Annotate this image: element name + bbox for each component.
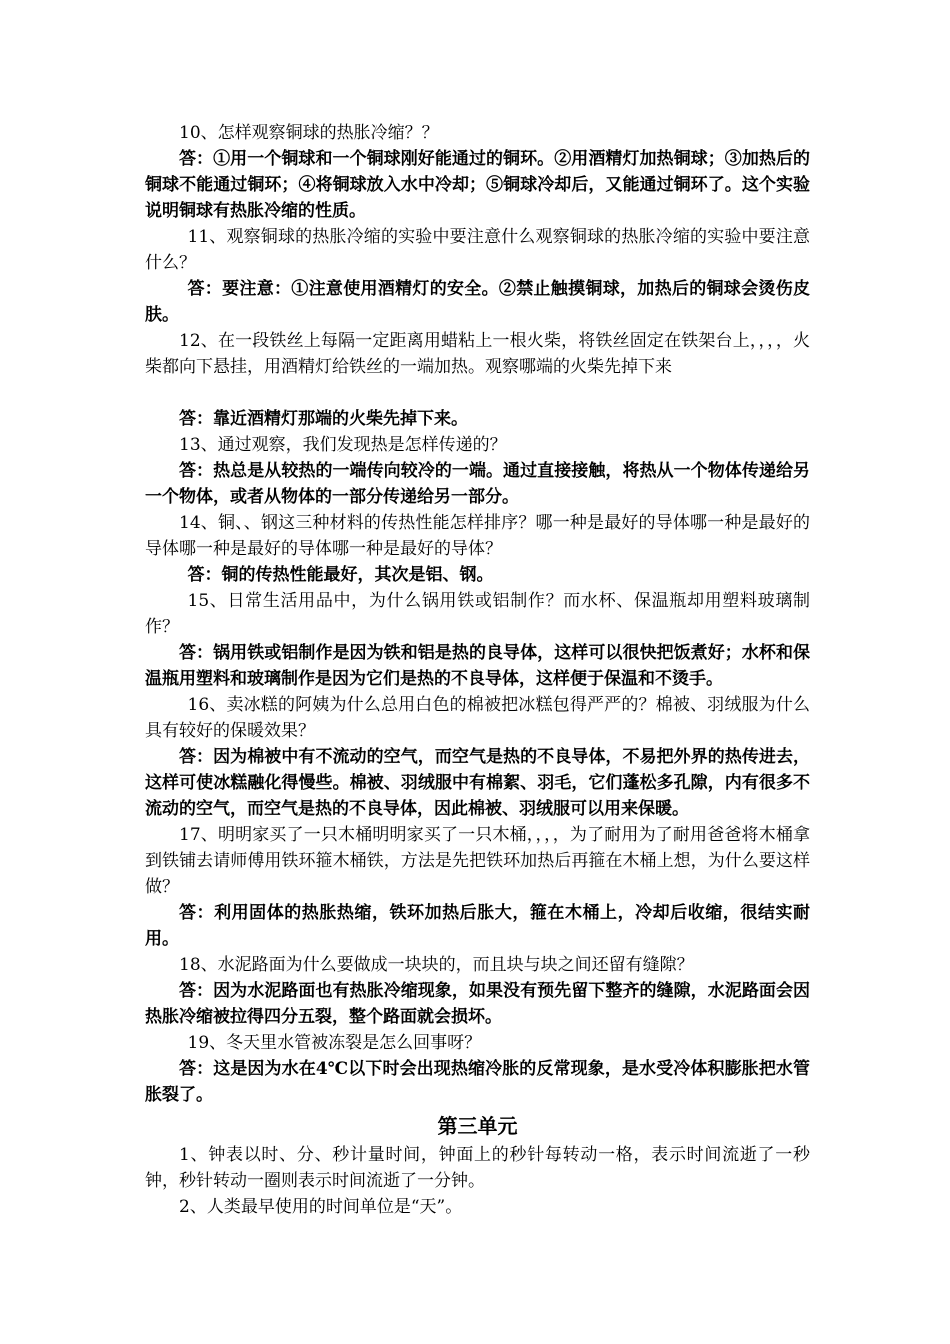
- answer-15: 答：锅用铁或铝制作是因为铁和铝是热的良导体，这样可以很快把饭煮好；水杯和保温瓶用塑料和玻璃制作是因为它们是热的不良导体，这样便于保温和不烫手。: [145, 643, 810, 689]
- answer-13: 答：热总是从较热的一端传向较冷的一端。通过直接接触，将热从一个物体传递给另一个物体，或者从物体的一部分传递给另一部分。: [145, 461, 810, 507]
- question-13: 13、通过观察，我们发现热是怎样传递的？: [179, 435, 507, 455]
- answer-11: 答：要注意：①注意使用酒精灯的安全。②禁止触摸铜球，加热后的铜球会烫伤皮肤。: [145, 279, 810, 325]
- question-14: 14、铜、、钢这三种材料的传热性能怎样排序？哪一种是最好的导体哪一种是最好的导体哪一种是最好的导体哪一种是最好的导体？: [145, 513, 810, 559]
- answer-10: 答：①用一个铜球和一个铜球刚好能通过的铜环。②用酒精灯加热铜球；③加热后的铜球不能通过铜环；④将铜球放入水中冷却；⑤铜球冷却后，又能通过铜环了。这个实验说明铜球有热胀冷缩的性质。: [145, 149, 810, 221]
- question-16: 16、卖冰糕的阿姨为什么总用白色的棉被把冰糕包得严严的？棉被、羽绒服为什么具有较好的保暖效果？: [145, 695, 810, 741]
- question-15: 15、日常生活用品中，为什么锅用铁或铝制作？而水杯、保温瓶却用塑料玻璃制作？: [145, 591, 810, 637]
- section-line-2: 2、人类最早使用的时间单位是“天”。: [179, 1197, 463, 1217]
- answer-16: 答：因为棉被中有不流动的空气，而空气是热的不良导体，不易把外界的热传进去，这样可使冰糕融化得慢些。棉被、羽绒服中有棉絮、羽毛，它们蓬松多孔隙，内有很多不流动的空气，而空气是热的不良导体，因此棉被、羽绒服可以用来保暖。: [145, 747, 810, 819]
- question-11: 11、观察铜球的热胀冷缩的实验中要注意什么观察铜球的热胀冷缩的实验中要注意什么？: [145, 227, 810, 273]
- section-title: 第三单元: [437, 1114, 518, 1138]
- answer-17: 答：利用固体的热胀热缩，铁环加热后胀大，箍在木桶上，冷却后收缩，很结实耐用。: [145, 903, 810, 949]
- answer-14: 答：铜的传热性能最好，其次是铝、钢。: [187, 565, 494, 585]
- question-19: 19、冬天里水管被冻裂是怎么回事呀？: [187, 1033, 482, 1053]
- question-10: 10、怎样观察铜球的热胀冷缩？？: [179, 123, 439, 143]
- answer-12: 答：靠近酒精灯那端的火柴先掉下来。: [179, 409, 468, 429]
- question-18: 18、水泥路面为什么要做成一块块的，而且块与块之间还留有缝隙？: [179, 955, 694, 975]
- answer-19: 答：这是因为水在4℃以下时会出现热缩冷胀的反常现象，是水受冷体积膨胀把水管胀裂了。: [145, 1059, 810, 1105]
- section-line-1: 1、钟表以时、分、秒计量时间，钟面上的秒针每转动一格，表示时间流逝了一秒钟，秒针转动一圈则表示时间流逝了一分钟。: [145, 1145, 810, 1191]
- document-page: [145, 120, 810, 1220]
- question-17: 17、明明家买了一只木桶明明家买了一只木桶，，，，为了耐用为了耐用爸爸将木桶拿到铁铺去请师傅用铁环箍木桶铁，方法是先把铁环加热后再箍在木桶上想，为什么要这样做？: [145, 825, 810, 897]
- answer-18: 答：因为水泥路面也有热胀冷缩现象，如果没有预先留下整齐的缝隙，水泥路面会因热胀冷缩被拉得四分五裂，整个路面就会损坏。: [145, 981, 810, 1027]
- question-12: 12、在一段铁丝上每隔一定距离用蜡粘上一根火柴，将铁丝固定在铁架台上，，，，火柴都向下悬挂，用酒精灯给铁丝的一端加热。观察哪端的火柴先掉下来: [145, 331, 810, 377]
